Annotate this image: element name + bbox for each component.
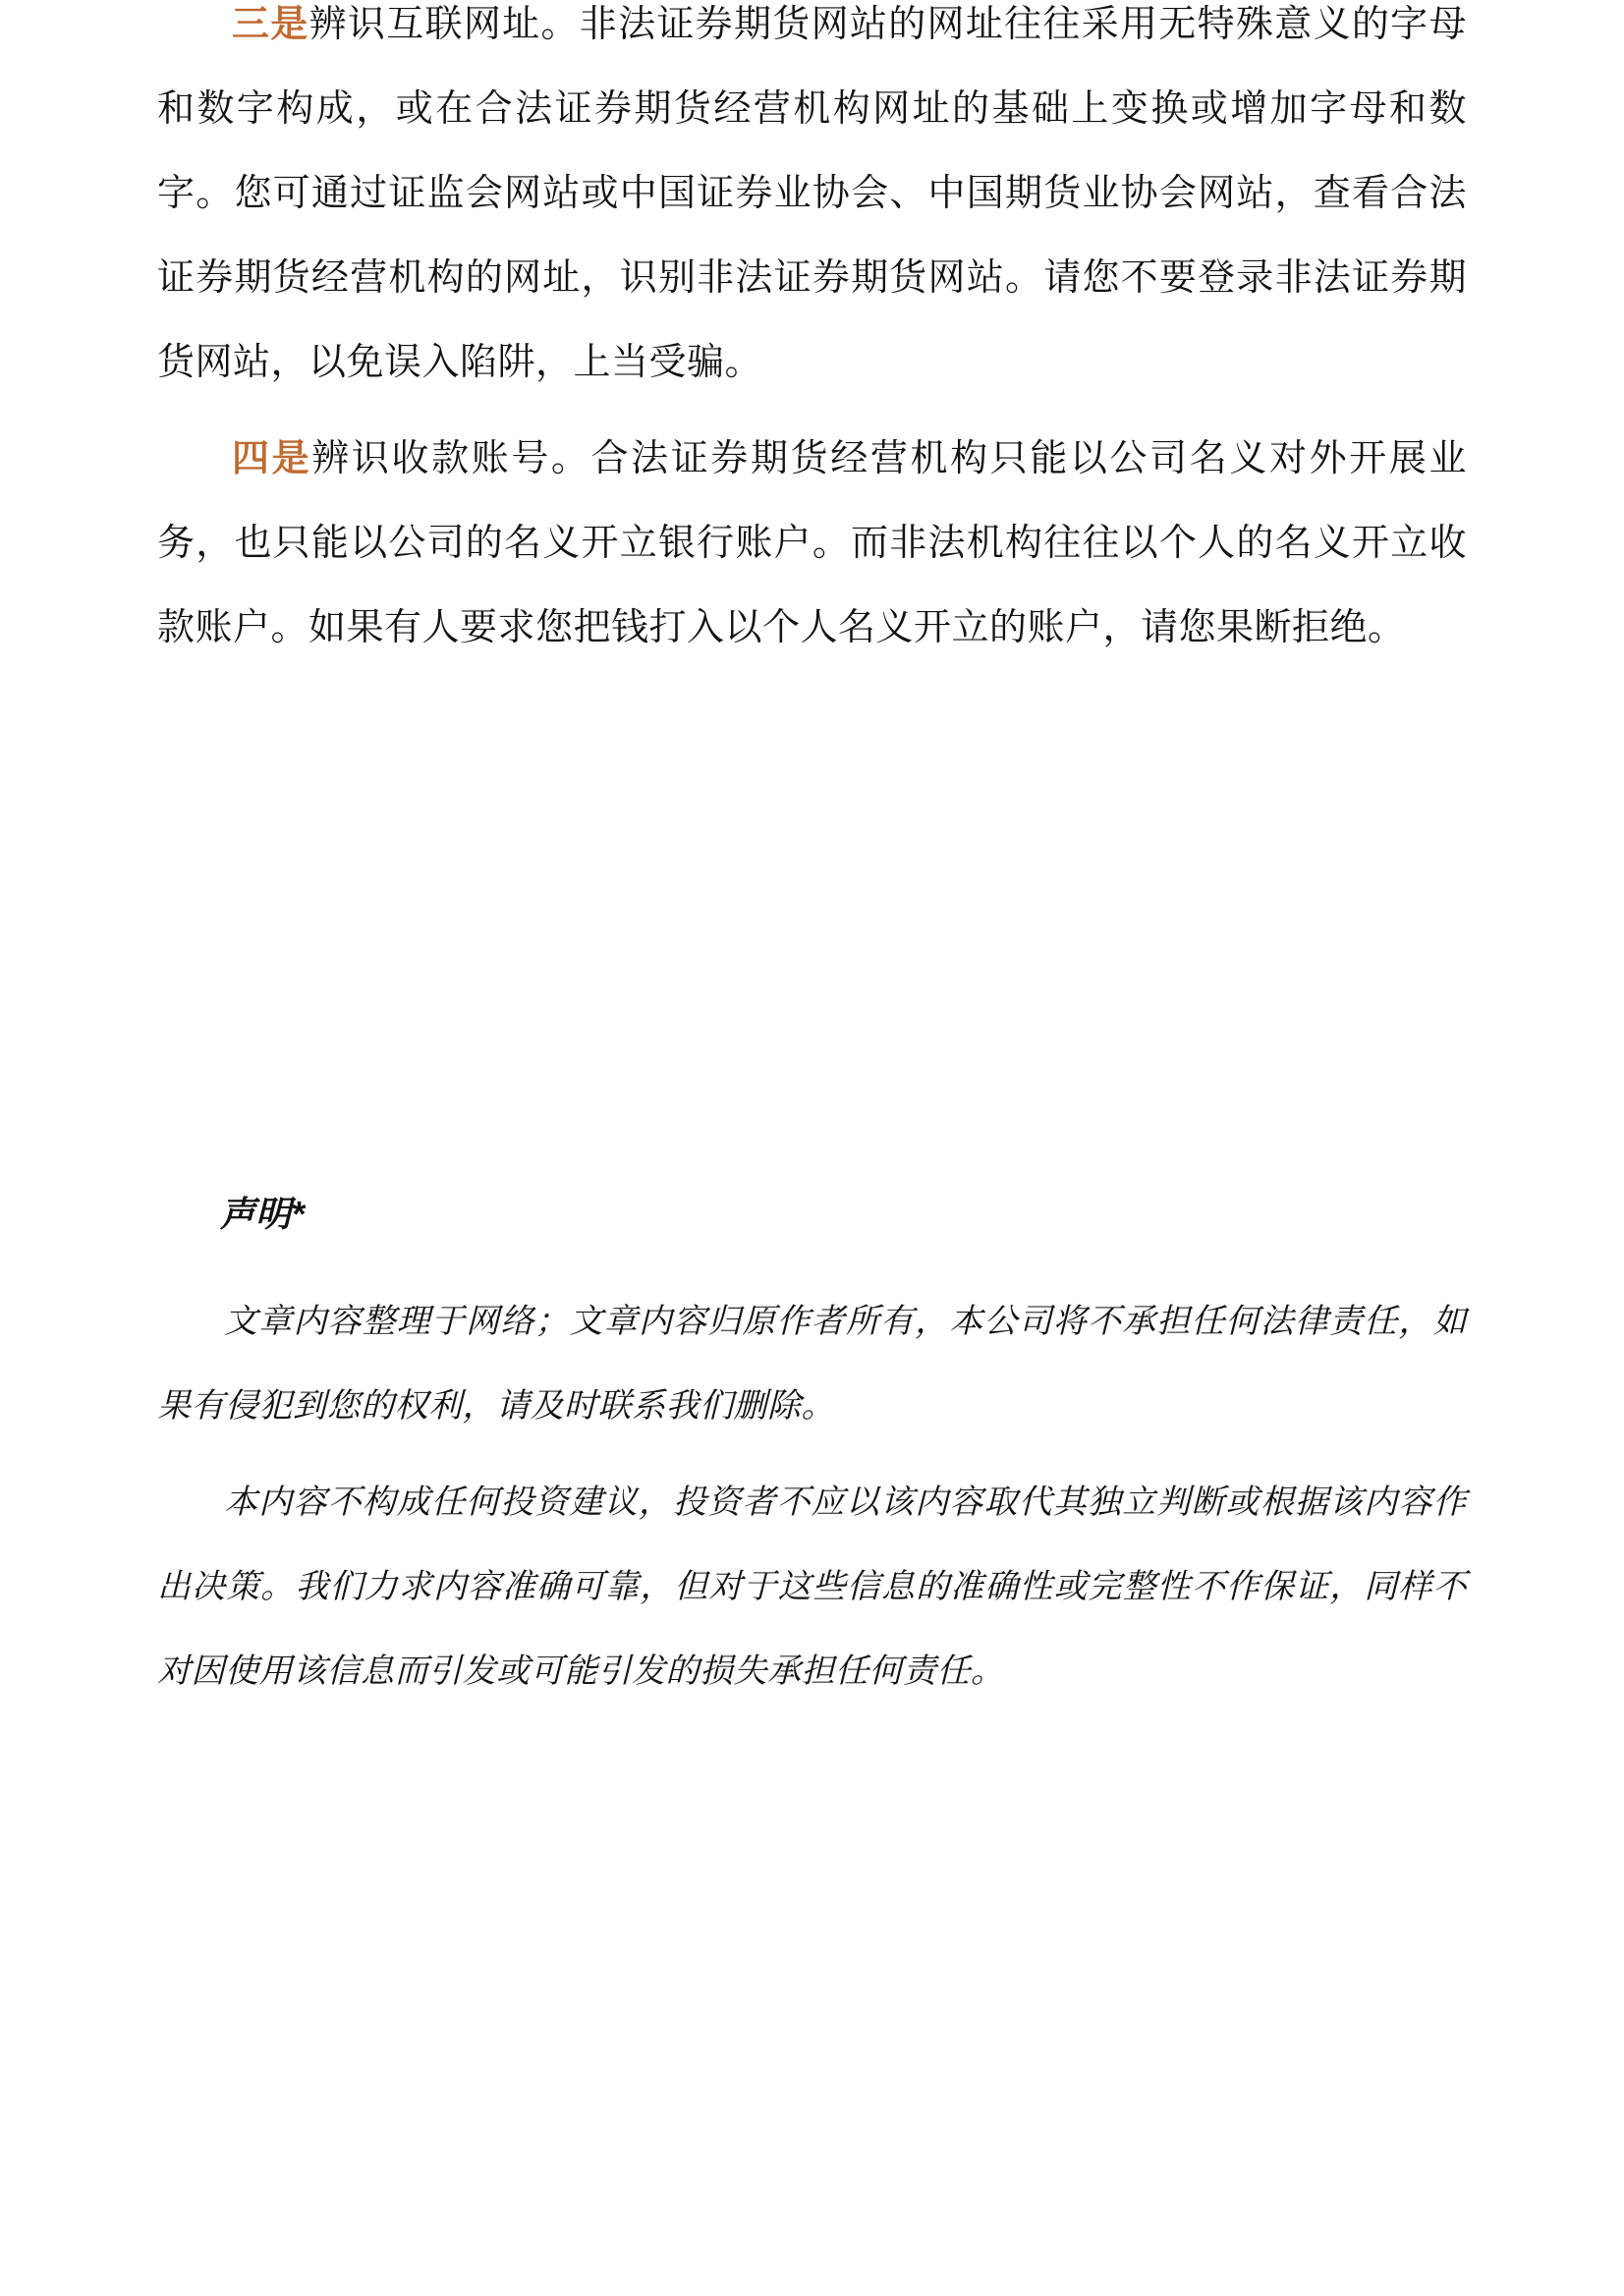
paragraph-lead-highlight: 三是: [232, 4, 309, 45]
paragraph-lead-highlight: 四是: [232, 438, 312, 479]
disclaimer-paragraph-copyright: 文章内容整理于网络；文章内容归原作者所有，本公司将不承担任何法律责任，如果有侵犯到您的权利，请及时联系我们删除。: [157, 1303, 1467, 1425]
disclaimer-heading: 声明*: [220, 1194, 306, 1234]
paragraph-text: 辨识互联网址。非法证券期货网站的网址往往采用无特殊意义的字母和数字构成，或在合法证券期货经营机构网址的基础上变换或增加字母和数字。您可通过证监会网站或中国证券业协会、中国期货业协会网站，查看合法证券期货经营机构的网址，识别非法证券期货网站。请您不要登录非法证券期货网站，以免误入陷阱，上当受骗。: [157, 4, 1467, 383]
paragraph-text: 辨识收款账号。合法证券期货经营机构只能以公司名义对外开展业务，也只能以公司的名义开立银行账户。而非法机构往往以个人的名义开立收款账户。如果有人要求您把钱打入以个人名义开立的账户，请您果断拒绝。: [157, 438, 1467, 648]
blank-spacer: [157, 682, 1467, 1193]
disclaimer-paragraph-liability: 本内容不构成任何投资建议，投资者不应以该内容取代其独立判断或根据该内容作出决策。我们力求内容准确可靠，但对于这些信息的准确性或完整性不作保证，同样不对因使用该信息而引发或可能引发的损失承担任何责任。: [157, 1484, 1467, 1690]
paragraph-point-three: [157, 0, 1467, 405]
paragraph-point-four: [157, 417, 1467, 670]
